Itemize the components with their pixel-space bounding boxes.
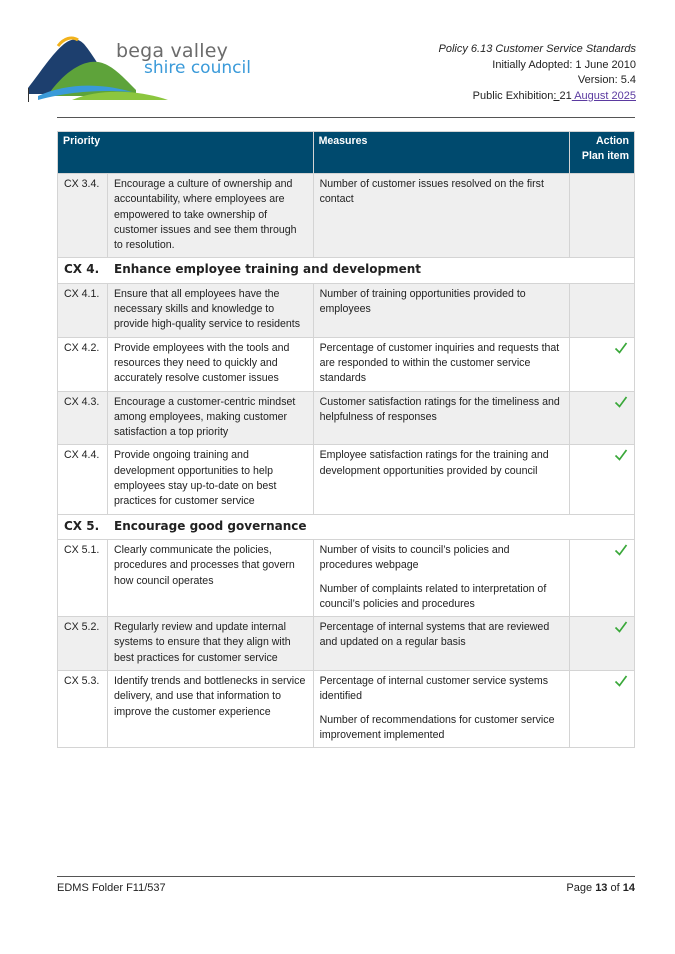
measure-text: Number of training opportunities provided to employees	[319, 287, 526, 316]
action-cell	[570, 283, 635, 337]
measure-cell	[313, 671, 569, 748]
measure-text: Number of customer issues resolved on the first contact	[319, 178, 544, 206]
policy-table	[57, 131, 635, 748]
section-title: Enhance employee training and development	[114, 262, 422, 277]
footer-divider	[57, 876, 635, 877]
section-number: CX 5.	[64, 518, 100, 533]
priority-text: Provide employees with the tools and resources they need to quickly and accurately resolve customer issues	[107, 337, 313, 391]
section-heading	[58, 514, 635, 539]
measure-text: Number of recommendations for customer service improvement implemented	[319, 713, 555, 741]
action-cell	[570, 391, 635, 445]
priority-text: Identify trends and bottlenecks in service delivery, and use that information to improve the customer experience	[107, 671, 313, 748]
measure-cell	[313, 617, 569, 671]
action-cell	[570, 174, 635, 258]
table-row	[58, 337, 635, 391]
row-number: CX 5.2.	[58, 617, 108, 671]
public-exhibition	[439, 89, 636, 105]
table-row	[58, 617, 635, 671]
table-row	[58, 539, 635, 616]
text-cursor	[28, 88, 29, 102]
column-header-priority: Priority	[58, 132, 314, 174]
action-cell	[570, 539, 635, 616]
council-logo	[28, 30, 251, 106]
section-title: Encourage good governance	[114, 518, 307, 533]
measure-text: Number of complaints related to interpretation of council’s policies and procedures	[319, 582, 547, 610]
public-exhibition-label: Public Exhibition	[472, 89, 554, 102]
total-pages: 14	[622, 882, 635, 894]
priority-text: Regularly review and update internal systems to ensure that they align with best practices for customer service	[107, 617, 313, 671]
checkmark-icon	[614, 395, 628, 409]
column-header-measures: Measures	[313, 132, 569, 174]
policy-title: Policy 6.13 Customer Service Standards	[438, 43, 636, 55]
priority-text: Encourage a customer-centric mindset among employees, making customer satisfaction a top priority	[107, 391, 313, 445]
measure-cell	[313, 539, 569, 616]
checkmark-icon	[614, 620, 628, 634]
table-row	[58, 671, 635, 748]
section-heading	[58, 258, 635, 283]
page-label: Page	[566, 882, 593, 894]
version: Version: 5.4	[577, 74, 636, 86]
action-cell	[570, 671, 635, 748]
measure-cell	[313, 174, 569, 258]
table-header-row	[58, 132, 635, 174]
checkmark-icon	[614, 543, 628, 557]
logo-text-bega-valley: bega valley	[116, 40, 229, 62]
header-divider	[57, 117, 635, 118]
action-cell	[570, 337, 635, 391]
priority-text: Clearly communicate the policies, procedures and processes that govern how council operates	[107, 539, 313, 616]
row-number: CX 4.1.	[58, 283, 108, 337]
action-cell	[570, 445, 635, 514]
action-header-line2: Plan item	[581, 150, 629, 163]
row-number: CX 5.1.	[58, 539, 108, 616]
section-row	[58, 514, 635, 539]
measure-cell	[313, 391, 569, 445]
section-number: CX 4.	[64, 262, 100, 277]
row-number: CX 4.3.	[58, 391, 108, 445]
document-header-info	[439, 42, 636, 104]
of-label: of	[610, 882, 620, 894]
measure-cell	[313, 283, 569, 337]
row-number: CX 4.4.	[58, 445, 108, 514]
measure-text: Customer satisfaction ratings for the timeliness and helpfulness of responses	[319, 395, 560, 423]
priority-text: Encourage a culture of ownership and accountability, where employees are empowered to take ownership of customer issues and see them through to resolution.	[107, 174, 313, 258]
checkmark-icon	[614, 448, 628, 462]
checkmark-icon	[614, 674, 628, 688]
action-cell	[570, 617, 635, 671]
measure-text: Employee satisfaction ratings for the training and development opportunities provided by council	[319, 449, 549, 477]
page-number	[566, 882, 635, 894]
logo-text-shire-council: shire council	[144, 58, 251, 78]
column-header-action-plan	[570, 132, 635, 174]
table-row	[58, 283, 635, 337]
public-exhibition-date: August 2025	[571, 89, 636, 102]
adopted-date: Initially Adopted: 1 June 2010	[492, 58, 636, 71]
section-row	[58, 258, 635, 283]
measure-text: Percentage of internal customer service systems identified	[319, 675, 549, 703]
table-row	[58, 445, 635, 514]
action-header-line1: Action	[596, 135, 629, 147]
measure-cell	[313, 445, 569, 514]
measure-text: Number of visits to council’s policies and procedures webpage	[319, 543, 510, 572]
priority-text: Provide ongoing training and development opportunities to help employees stay up-to-date on best practices for customer service	[107, 445, 313, 514]
measure-text: Percentage of internal systems that are reviewed and updated on a regular basis	[319, 621, 550, 649]
row-number: CX 3.4.	[58, 174, 108, 258]
row-number: CX 4.2.	[58, 337, 108, 391]
measure-cell	[313, 337, 569, 391]
current-page: 13	[595, 882, 608, 894]
priority-text: Ensure that all employees have the necessary skills and knowledge to provide high-quality service to residents	[107, 283, 313, 337]
table-row	[58, 391, 635, 445]
row-number: CX 5.3.	[58, 671, 108, 748]
checkmark-icon	[614, 341, 628, 355]
public-exhibition-day: 21	[559, 89, 572, 102]
measure-text: Percentage of customer inquiries and requests that are responded to within the customer service standards	[319, 341, 560, 385]
table-row	[58, 174, 635, 258]
edms-folder: EDMS Folder F11/537	[57, 882, 166, 894]
public-exhibition-separator: :	[553, 89, 560, 102]
